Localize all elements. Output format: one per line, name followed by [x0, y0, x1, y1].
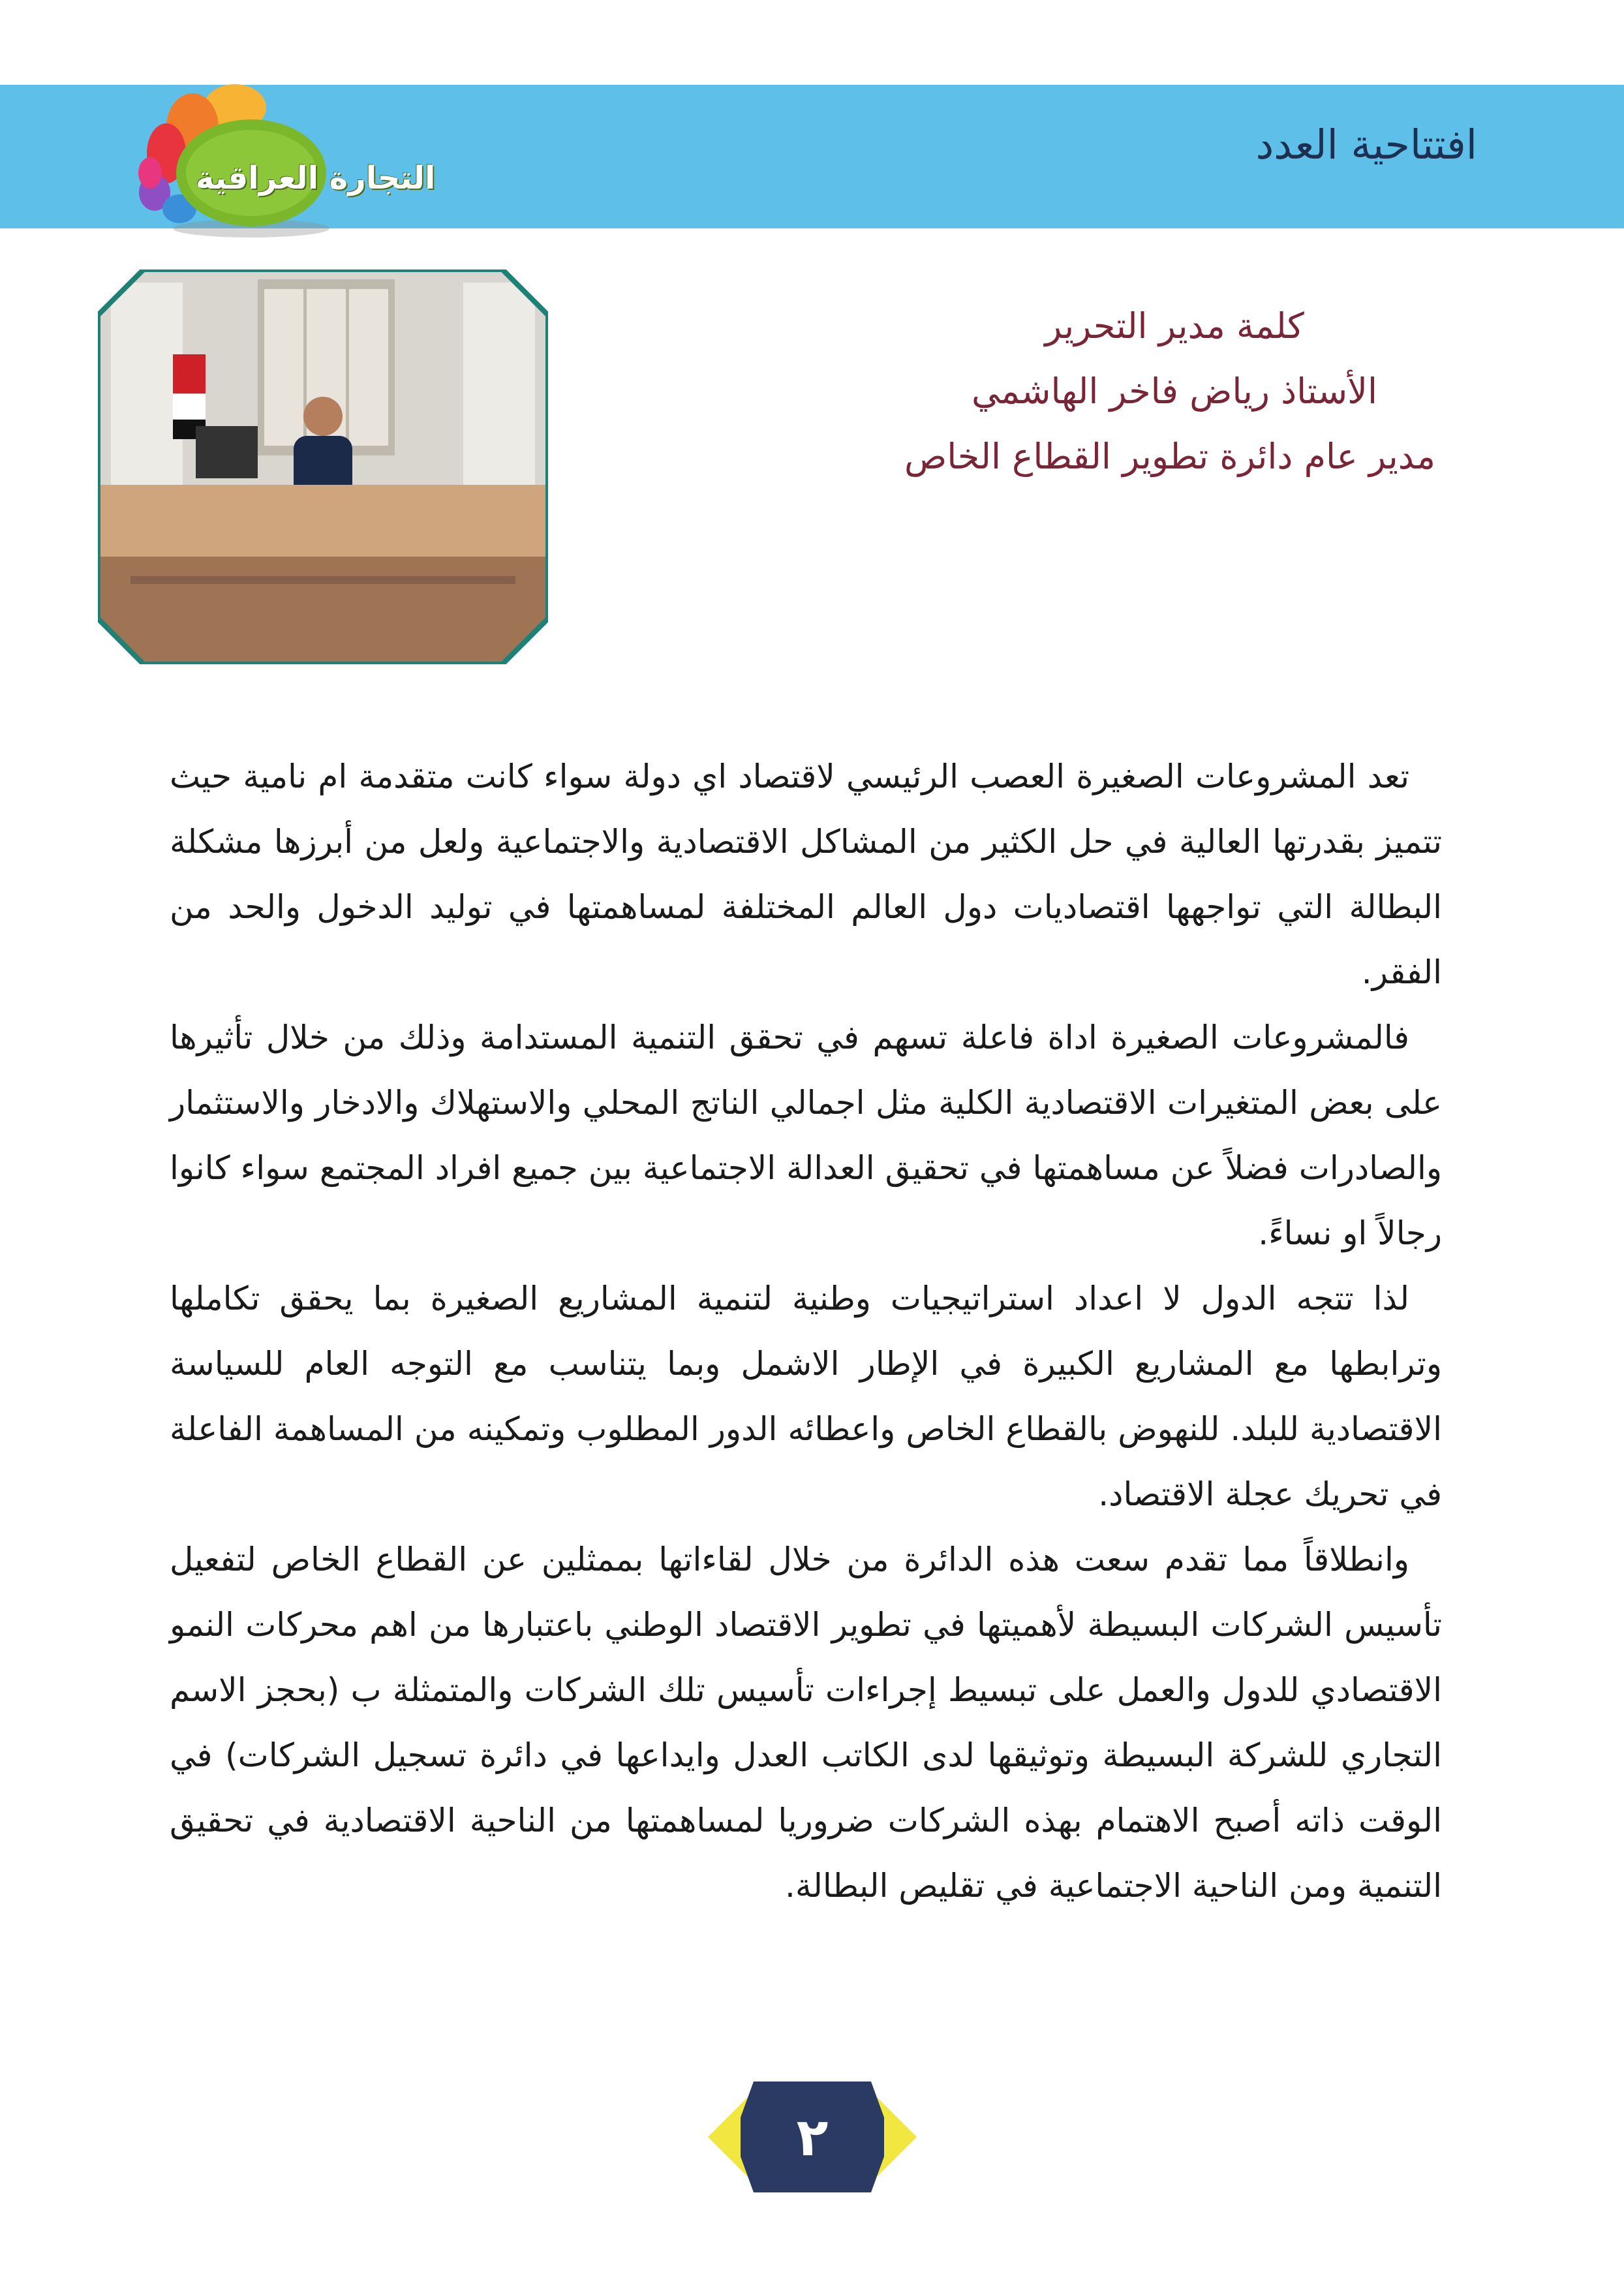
director-photo [98, 269, 548, 664]
page-number-badge [708, 2078, 917, 2196]
byline [904, 294, 1435, 489]
paragraph: وانطلاقاً مما تقدم سعت هذه الدائرة من خلال لقاءاتها بممثلين عن القطاع الخاص لتفعيل تأسيس الشركات البسيطة لأهميتها في تطوير الاقتصاد الوطني باعتبارها من اهم محركات النمو الاقتصادي للدول والعمل على تبسيط إجراءات تأسيس تلك الشركات والمتمثلة ب (بحجز الاسم التجاري للشركة البسيطة وتوثيقها لدى الكاتب العدل وايداعها في دائرة تسجيل الشركات) في الوقت ذاته أصبح الاهتمام بهذه الشركات ضروريا لمساهمتها من الناحية الاقتصادية في تحقيق التنمية ومن الناحية الاجتماعية في تقليص البطالة. [170, 1541, 1442, 1905]
section-title: افتتاحية العدد [1255, 121, 1477, 168]
byline-author: الأستاذ رياض فاخر الهاشمي [972, 371, 1377, 412]
paragraph: تعد المشروعات الصغيرة العصب الرئيسي لاقتصاد اي دولة سواء كانت متقدمة ام نامية حيث تتميز بقدرتها العالية في حل الكثير من المشاكل الاقتصادية والاجتماعية ولعل من أبرزها مشكلة البطالة التي تواجهها اقتصاديات دول العالم المختلفة لمساهمتها في توليد الدخول والحد من الفقر. [170, 758, 1442, 991]
logo-text: التجارة العراقية [196, 160, 436, 196]
paragraph: فالمشروعات الصغيرة اداة فاعلة تسهم في تحقق التنمية المستدامة وذلك من خلال تأثيرها على بعض المتغيرات الاقتصادية الكلية مثل اجمالي الناتج المحلي والاستهلاك والادخار والاستثمار والصادرات فضلاً عن مساهمتها في تحقيق العدالة الاجتماعية بين جميع افراد المجتمع سواء كانوا رجالاً او نساءً. [170, 1019, 1442, 1252]
byline-position: مدير عام دائرة تطوير القطاع الخاص [904, 436, 1435, 477]
page-number: ٢ [796, 2107, 829, 2168]
article-body [170, 744, 1442, 1918]
paragraph: لذا تتجه الدول لا اعداد استراتيجيات وطنية لتنمية المشاريع الصغيرة بما يحقق تكاملها وترابطها مع المشاريع الكبيرة في الإطار الاشمل وبما يتناسب مع التوجه العام للسياسة الاقتصادية للبلد. للنهوض بالقطاع الخاص واعطائه الدور المطلوب وتمكينه من المساهمة الفاعلة في تحريك عجلة الاقتصاد. [170, 1280, 1442, 1513]
byline-heading: كلمة مدير التحرير [1045, 305, 1304, 346]
